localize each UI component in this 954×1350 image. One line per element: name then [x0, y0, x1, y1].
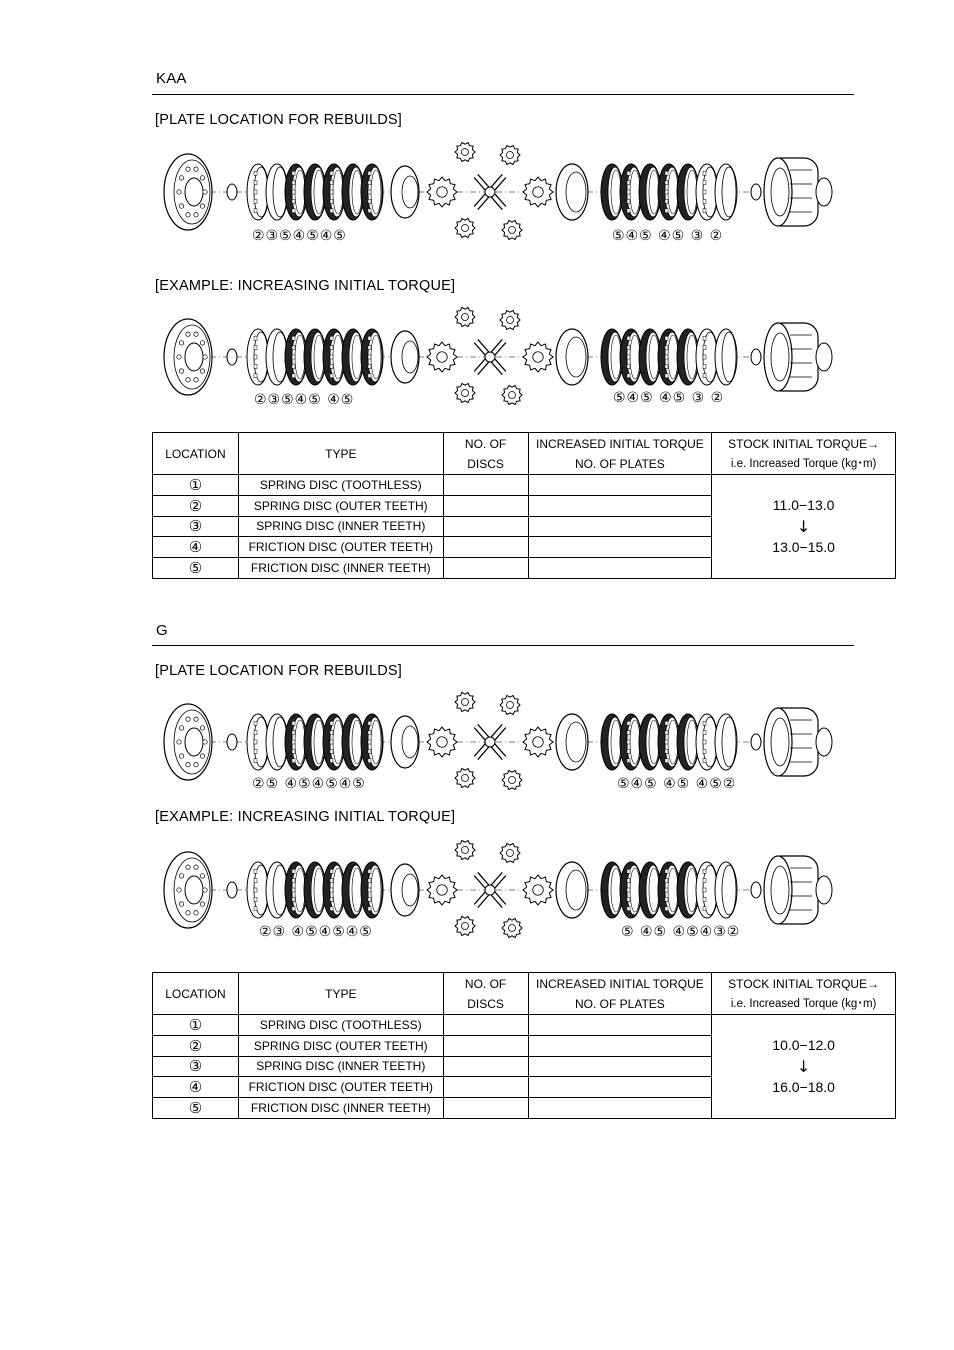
header-no-of-discs: NO. OF DISCS	[443, 433, 528, 475]
header-stock-line2: i.e. Increased Torque (kg･m)	[730, 997, 877, 1010]
header-increased	[528, 973, 712, 1015]
header-increased-line2: NO. OF PLATES	[574, 456, 665, 471]
example-label: [EXAMPLE: INCREASING INITIAL TORQUE]	[155, 278, 456, 294]
stock-torque-cell	[712, 1015, 896, 1119]
example-label: [EXAMPLE: INCREASING INITIAL TORQUE]	[155, 809, 456, 825]
row-no-of-plates	[528, 495, 712, 516]
row-no-of-plates	[528, 537, 712, 558]
example-left-callout: ②③ ④⑤④⑤④⑤	[259, 924, 373, 940]
row-no-of-discs	[443, 1077, 528, 1098]
section-divider	[152, 94, 854, 95]
stock-torque-cell	[712, 475, 896, 579]
header-location: LOCATION	[153, 433, 239, 475]
row-location: ②	[153, 1035, 239, 1056]
row-type: SPRING DISC (TOOTHLESS)	[238, 1015, 443, 1036]
row-type: SPRING DISC (INNER TEETH)	[238, 516, 443, 537]
row-location: ④	[153, 1077, 239, 1098]
down-arrow-icon: ↓	[796, 516, 811, 536]
row-type: FRICTION DISC (OUTER TEETH)	[238, 1077, 443, 1098]
header-increased-line2: NO. OF PLATES	[574, 996, 665, 1011]
table-row	[153, 1015, 896, 1036]
row-no-of-discs	[443, 537, 528, 558]
table-row	[153, 475, 896, 496]
row-no-of-discs	[443, 495, 528, 516]
stock-torque-to: 13.0−15.0	[772, 538, 835, 555]
header-type: TYPE	[238, 973, 443, 1015]
row-type: SPRING DISC (OUTER TEETH)	[238, 1035, 443, 1056]
header-increased	[528, 433, 712, 475]
row-no-of-plates	[528, 1056, 712, 1077]
rebuild-label: [PLATE LOCATION FOR REBUILDS]	[155, 663, 402, 679]
header-no-of-discs: NO. OF DISCS	[443, 973, 528, 1015]
example-left-callout: ②③⑤④⑤ ④⑤	[254, 392, 355, 408]
row-no-of-plates	[528, 516, 712, 537]
row-location: ①	[153, 1015, 239, 1036]
row-location: ②	[153, 495, 239, 516]
row-location: ⑤	[153, 558, 239, 579]
row-no-of-discs	[443, 516, 528, 537]
header-stock-line1: STOCK INITIAL TORQUE→	[728, 976, 880, 991]
row-no-of-plates	[528, 558, 712, 579]
down-arrow-icon: ↓	[796, 1056, 811, 1076]
table-header-row	[153, 433, 896, 475]
header-increased-line1: INCREASED INITIAL TORQUE	[535, 436, 704, 451]
rebuild-left-callout: ②③⑤④⑤④⑤	[252, 228, 347, 244]
row-no-of-plates	[528, 1035, 712, 1056]
row-no-of-plates	[528, 1015, 712, 1036]
row-location: ④	[153, 537, 239, 558]
row-location: ③	[153, 1056, 239, 1077]
row-no-of-plates	[528, 1077, 712, 1098]
table-header-row	[153, 973, 896, 1015]
row-location: ①	[153, 475, 239, 496]
stock-torque-from: 10.0−12.0	[772, 1036, 835, 1053]
row-location: ③	[153, 516, 239, 537]
example-right-callout: ⑤④⑤ ④⑤ ③ ②	[613, 390, 725, 406]
section-divider	[152, 645, 854, 646]
row-no-of-discs	[443, 558, 528, 579]
row-no-of-discs	[443, 1015, 528, 1036]
header-location: LOCATION	[153, 973, 239, 1015]
header-stock-line1: STOCK INITIAL TORQUE→	[728, 436, 880, 451]
rebuild-label: [PLATE LOCATION FOR REBUILDS]	[155, 112, 402, 128]
row-type: SPRING DISC (OUTER TEETH)	[238, 495, 443, 516]
row-no-of-discs	[443, 1035, 528, 1056]
header-stock	[712, 433, 896, 475]
row-no-of-plates	[528, 1098, 712, 1119]
row-no-of-discs	[443, 475, 528, 496]
row-no-of-plates	[528, 475, 712, 496]
row-no-of-discs	[443, 1098, 528, 1119]
example-right-callout: ⑤ ④⑤ ④⑤④③②	[621, 924, 741, 940]
row-type: FRICTION DISC (OUTER TEETH)	[238, 537, 443, 558]
rebuild-right-callout: ⑤④⑤ ④⑤ ④⑤②	[617, 776, 737, 792]
section-title: KAA	[156, 70, 187, 87]
header-increased-line1: INCREASED INITIAL TORQUE	[535, 976, 704, 991]
row-type: FRICTION DISC (INNER TEETH)	[238, 1098, 443, 1119]
row-type: FRICTION DISC (INNER TEETH)	[238, 558, 443, 579]
header-stock-line2: i.e. Increased Torque (kg･m)	[730, 457, 877, 470]
section-title: G	[156, 622, 168, 639]
row-no-of-discs	[443, 1056, 528, 1077]
rebuild-left-callout: ②⑤ ④⑤④⑤④⑤	[252, 776, 366, 792]
row-type: SPRING DISC (INNER TEETH)	[238, 1056, 443, 1077]
stock-torque-from: 11.0−13.0	[772, 496, 835, 513]
stock-torque-to: 16.0−18.0	[772, 1078, 835, 1095]
plate-spec-table	[152, 972, 896, 1119]
header-type: TYPE	[238, 433, 443, 475]
rebuild-right-callout: ⑤④⑤ ④⑤ ③ ②	[612, 228, 724, 244]
row-type: SPRING DISC (TOOTHLESS)	[238, 475, 443, 496]
header-stock	[712, 973, 896, 1015]
row-location: ⑤	[153, 1098, 239, 1119]
plate-spec-table	[152, 432, 896, 579]
